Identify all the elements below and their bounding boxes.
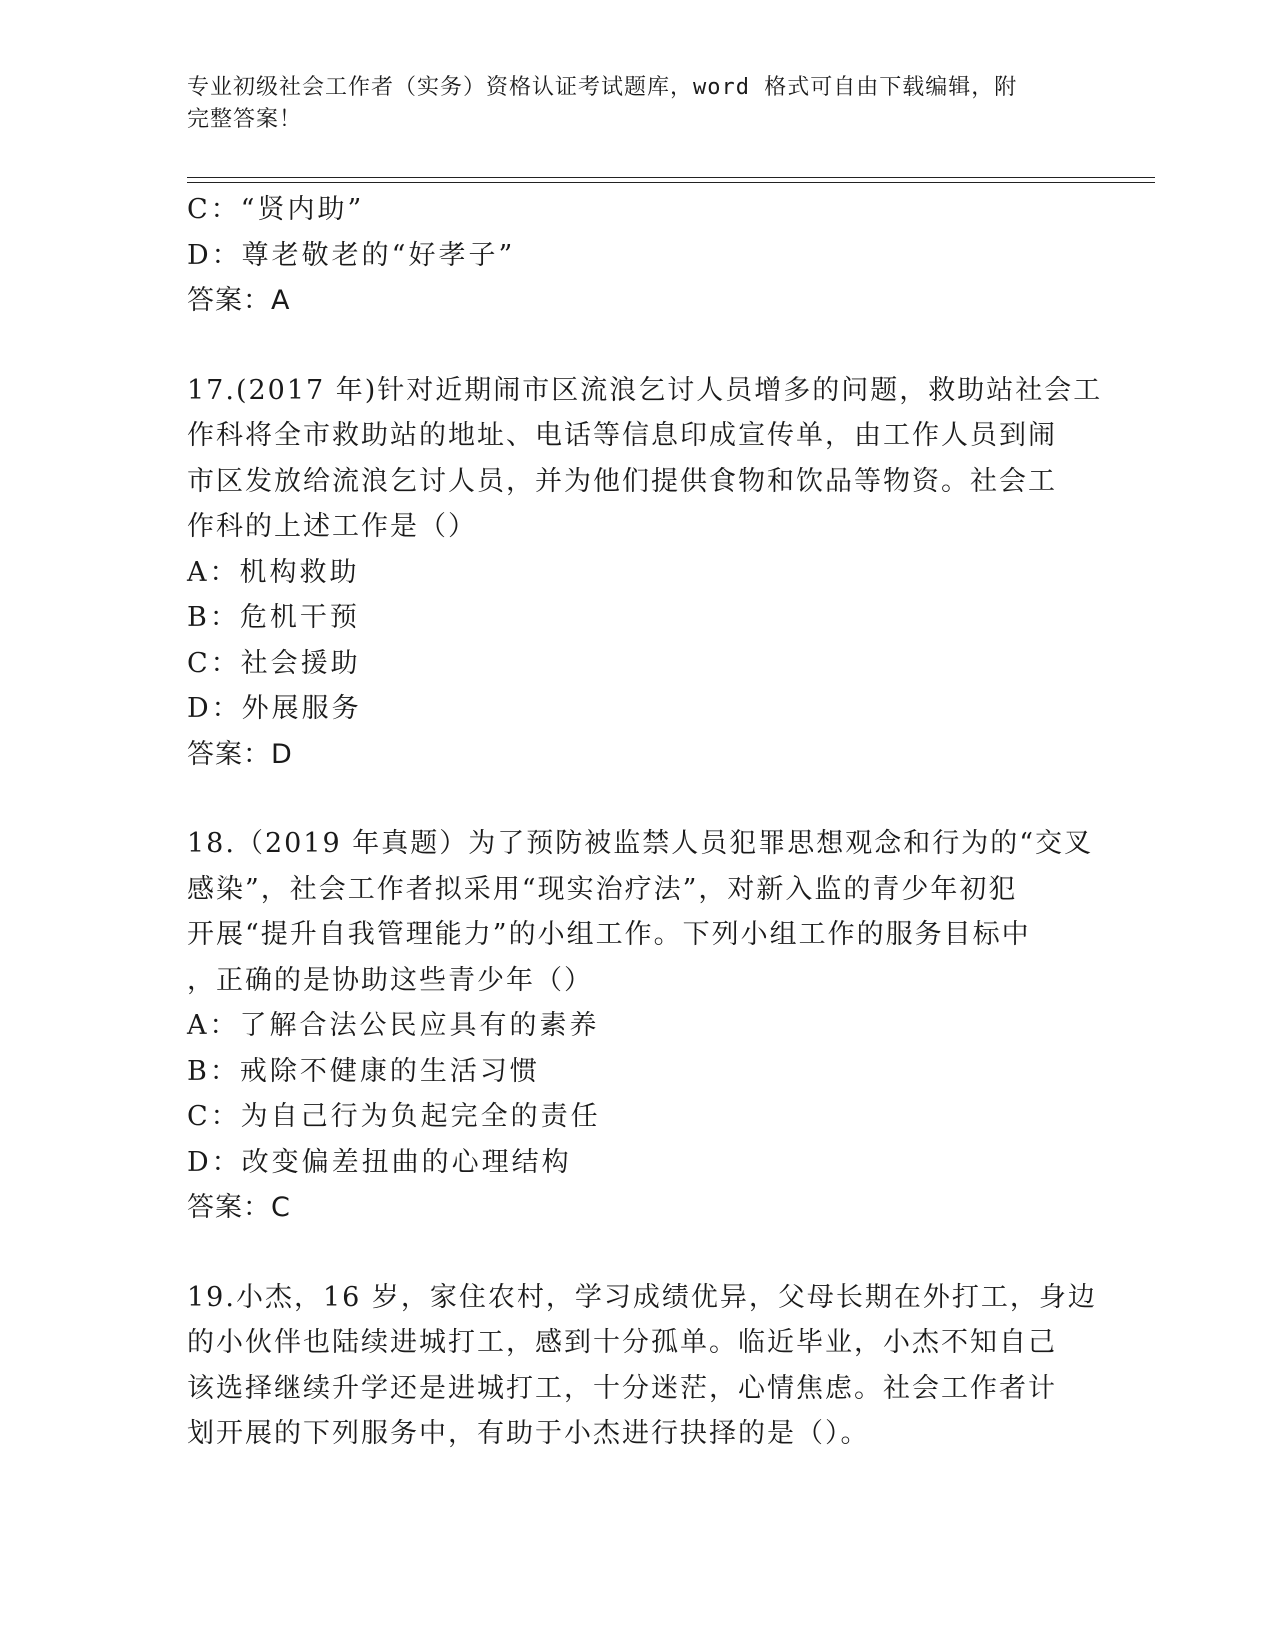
answer-line: 答案：D <box>187 738 293 770</box>
option-b: B：危机干预 <box>187 602 360 633</box>
option-c: C：社会援助 <box>187 647 361 679</box>
question-line: 感染”，社会工作者拟采用“现实治疗法”，对新入监的青少年初犯 <box>187 873 1018 905</box>
answer-line: 答案：C <box>187 1192 291 1223</box>
question-text <box>187 1275 1097 1457</box>
question-line: 17.(2017 年)针对近期闹市区流浪乞讨人员增多的问题，救助站社会工 <box>187 374 1103 406</box>
question-17 <box>187 368 1103 778</box>
question-line: 该选择继续升学还是进城打工，十分迷茫，心情焦虑。社会工作者计 <box>187 1372 1057 1404</box>
question-line: 18.（2019 年真题）为了预防被监禁人员犯罪思想观念和行为的“交叉 <box>187 828 1094 859</box>
option-b: B：戒除不健康的生活习惯 <box>187 1055 540 1087</box>
question-line: 作科的上述工作是（） <box>187 511 477 542</box>
option-d: D：改变偏差扭曲的心理结构 <box>187 1146 572 1178</box>
option-c: C：为自己行为负起完全的责任 <box>187 1101 601 1132</box>
question-19 <box>187 1275 1097 1457</box>
question-text <box>187 821 1094 1003</box>
question-18 <box>187 821 1094 1231</box>
answer-line: 答案：A <box>187 285 291 316</box>
question-line: 市区发放给流浪乞讨人员，并为他们提供食物和饮品等物资。社会工 <box>187 465 1057 497</box>
document-body <box>187 187 1103 1457</box>
question-line: 19.小杰，16 岁，家住农村，学习成绩优异，父母长期在外打工，身边 <box>187 1281 1097 1313</box>
continued-question <box>187 187 1087 324</box>
question-line: ，正确的是协助这些青少年（） <box>187 964 593 996</box>
option-d: D：外展服务 <box>187 693 362 724</box>
header-line-1: 专业初级社会工作者（实务）资格认证考试题库，word 格式可自由下载编辑，附 <box>187 75 1018 100</box>
option-c: C：“贤内助” <box>187 194 365 225</box>
question-line: 开展“提升自我管理能力”的小组工作。下列小组工作的服务目标中 <box>187 919 1031 950</box>
question-text <box>187 368 1103 550</box>
option-a: A：了解合法公民应具有的素养 <box>187 1010 600 1041</box>
question-line: 的小伙伴也陆续进城打工，感到十分孤单。临近毕业，小杰不知自己 <box>187 1327 1057 1358</box>
header-line-2: 完整答案！ <box>187 107 303 132</box>
question-line: 作科将全市救助站的地址、电话等信息印成宣传单，由工作人员到闹 <box>187 420 1057 451</box>
header-rule-top <box>187 177 1155 178</box>
option-a: A：机构救助 <box>187 556 360 588</box>
header-rule-bottom <box>187 182 1155 183</box>
option-d: D：尊老敬老的“好孝子” <box>187 239 516 271</box>
question-line: 划开展的下列服务中，有助于小杰进行抉择的是（）。 <box>187 1418 870 1449</box>
page-header <box>187 72 1087 136</box>
